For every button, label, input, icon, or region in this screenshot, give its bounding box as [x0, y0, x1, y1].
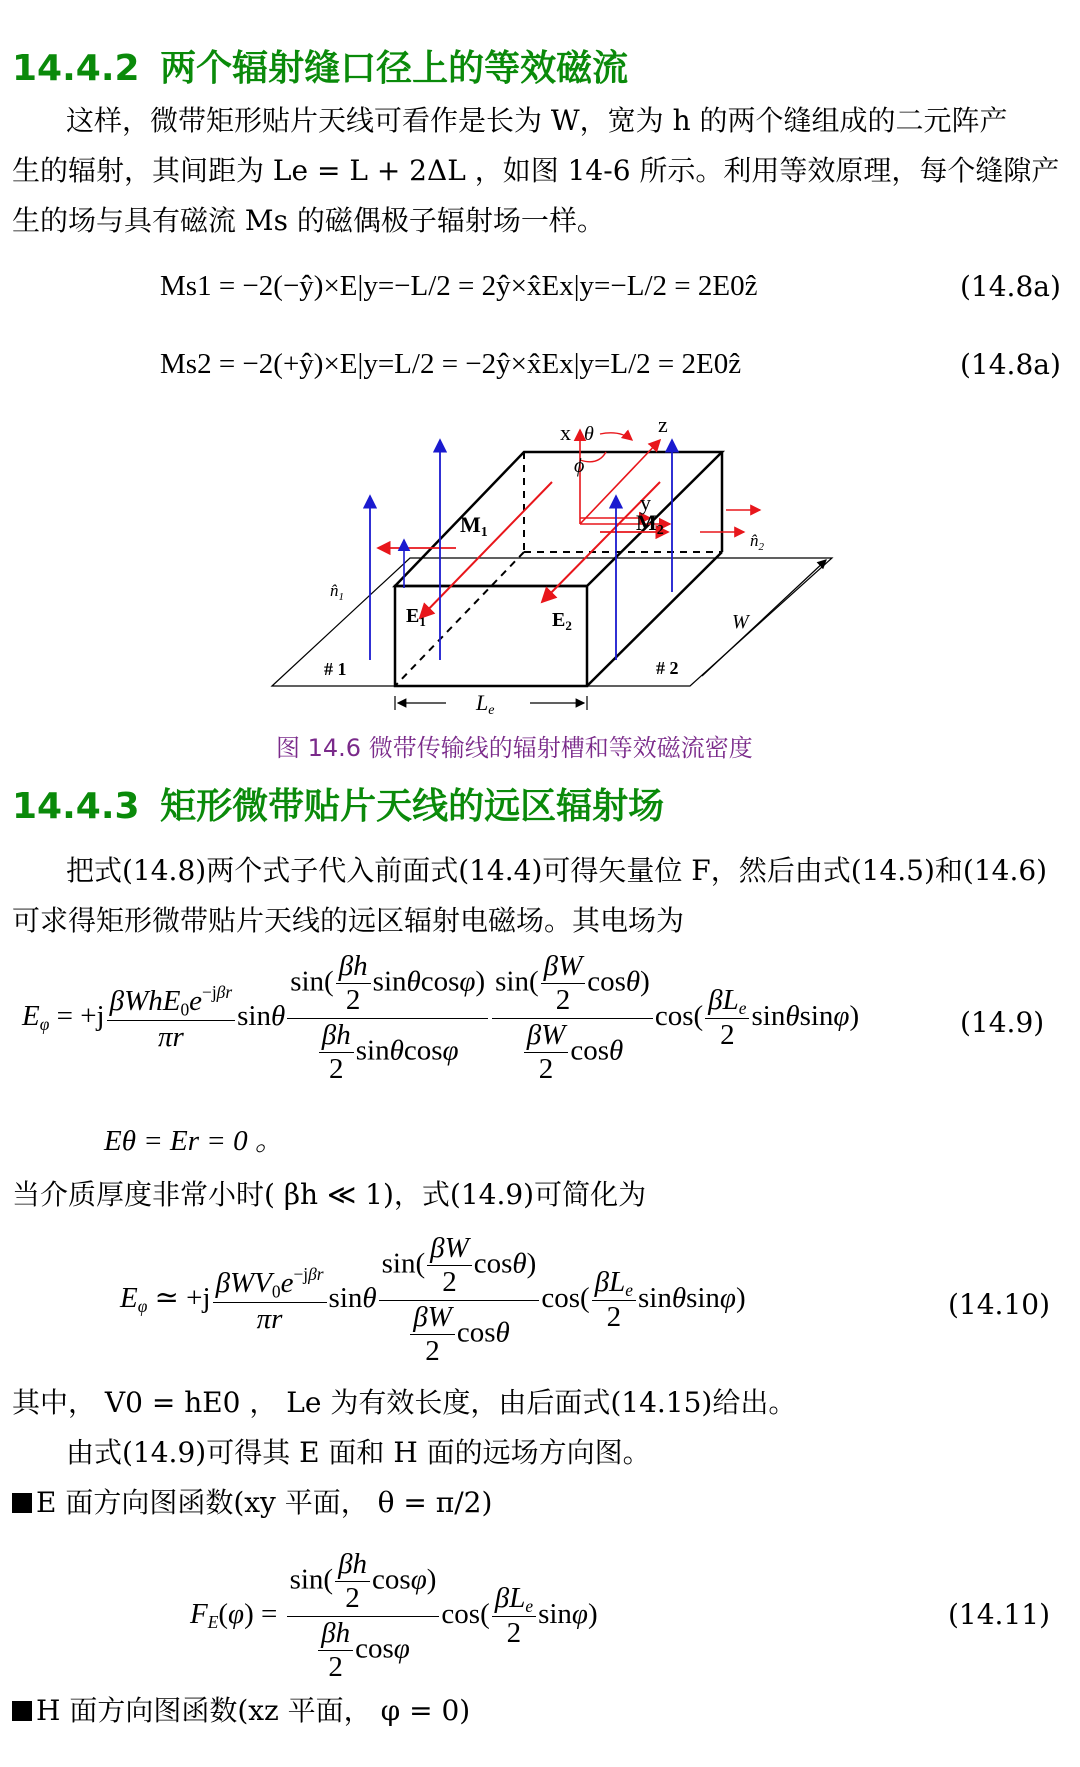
paragraph-line: 把式(14.8)两个式子代入前面式(14.4)可得矢量位 F，然后由式(14.5)和(14.6)	[66, 854, 1048, 887]
phi-label: ϕ	[574, 455, 585, 477]
w-label: W	[732, 611, 749, 633]
slot-1-label: # 1	[324, 659, 347, 679]
equation-number: (14.10)	[948, 1288, 1051, 1321]
z-label: z	[658, 412, 668, 437]
theta-arc	[600, 433, 632, 440]
section-title: 矩形微带贴片天线的远区辐射场	[160, 786, 665, 827]
e-plane-label: E 面方向图函数(xy 平面， θ = π/2)	[12, 1478, 492, 1528]
section-number: 14.4.3	[12, 786, 140, 827]
h-plane-label: H 面方向图函数(xz 平面， φ = 0)	[12, 1686, 470, 1736]
figure-14-6-diagram	[260, 410, 840, 720]
section-title: 两个辐射缝口径上的等效磁流	[160, 48, 629, 89]
equation-number: (14.8a)	[960, 348, 1061, 381]
n2-label: $n̂_2$	[750, 531, 764, 553]
theta-label: θ	[584, 423, 594, 445]
equation-14-8a-1: Ms1 = −2(−ŷ)×E|y=−L/2 = 2ŷ×x̂Ex|y=−L/2 = 2E0ẑ	[160, 270, 758, 302]
y-label: y	[640, 490, 651, 515]
n1-label: $n̂_1$	[330, 581, 344, 603]
paragraph-line: 可求得矩形微带贴片天线的远区辐射电磁场。其电场为	[12, 904, 685, 937]
bullet-square-icon	[12, 1493, 32, 1513]
equation-number: (14.8a)	[960, 270, 1061, 303]
equation-etheta: Eθ = Er = 0 。	[104, 1125, 284, 1157]
e1-label: $E_1$	[406, 605, 426, 629]
e2-label: $E_2$	[552, 609, 572, 633]
le-label: Le	[476, 690, 495, 718]
paragraph-line: 当介质厚度非常小时( βh ≪ 1)，式(14.9)可简化为	[12, 1178, 647, 1211]
equation-14-10: $E_\varphi$ ≃ +j $\frac{\beta WV_0e^{-j\beta r}}{\pi r}$ sinθ sin( $\frac{\beta W}{2}$ cosθ) $\frac{\beta W}{2}$ cosθ cos( $\frac{\beta L_e}{2}$ sinθsinφ)	[120, 1232, 746, 1368]
x-label: x	[560, 420, 571, 445]
paragraph-line: 由式(14.9)可得其 E 面和 H 面的远场方向图。	[66, 1436, 651, 1469]
m1-label: M1	[460, 512, 488, 540]
slot-2-label: # 2	[656, 658, 679, 678]
equation-number: (14.9)	[960, 1006, 1045, 1039]
equation-number: (14.11)	[948, 1598, 1051, 1631]
paragraph-line: 生的辐射，其间距为 Le = L + 2ΔL ，如图 14-6 所示。利用等效原理，每个缝隙产	[12, 154, 1060, 187]
equation-14-8a-2: Ms2 = −2(+ŷ)×E|y=L/2 = −2ŷ×x̂Ex|y=L/2 = 2E0ẑ	[160, 348, 742, 380]
paragraph-line: 生的场与具有磁流 Ms 的磁偶极子辐射场一样。	[12, 204, 605, 237]
m2-label: M2	[636, 510, 664, 538]
equation-14-11: $F_E(\varphi)$ = sin( $\frac{\beta h}{2}$ cosφ) $\frac{\beta h}{2}$ cosφ cos( $\frac{\beta L_e}{2}$ sinφ)	[190, 1548, 598, 1684]
paragraph-line: 这样，微带矩形贴片天线可看作是长为 W，宽为 h 的两个缝组成的二元阵产	[66, 104, 1008, 137]
box-front-face	[395, 586, 587, 686]
section-heading-14-4-2	[12, 40, 628, 91]
paragraph-line: 其中， V0 = hE0 ， Le 为有效长度，由后面式(14.15)给出。	[12, 1386, 797, 1419]
section-heading-14-4-3	[12, 778, 664, 829]
bullet-square-icon	[12, 1701, 32, 1721]
figure-caption: 图 14.6 微带传输线的辐射槽和等效磁流密度	[276, 734, 753, 762]
section-number: 14.4.2	[12, 48, 140, 89]
w-dimension	[702, 560, 826, 676]
box-top-face	[395, 452, 722, 586]
equation-14-9: $E_\varphi = +j$ $\frac{\beta WhE_0e^{-j\beta r}}{\pi r}$ sinθ sin( $\frac{\beta h}{2}$ sinθcosφ) $\frac{\beta h}{2}$ sinθcosφ sin( $\frac{\beta W}{2}$ cosθ) $\frac{\beta W}{2}$ cosθ cos( $\frac{\beta L_e}{2}$ sinθsinφ)	[22, 950, 860, 1086]
